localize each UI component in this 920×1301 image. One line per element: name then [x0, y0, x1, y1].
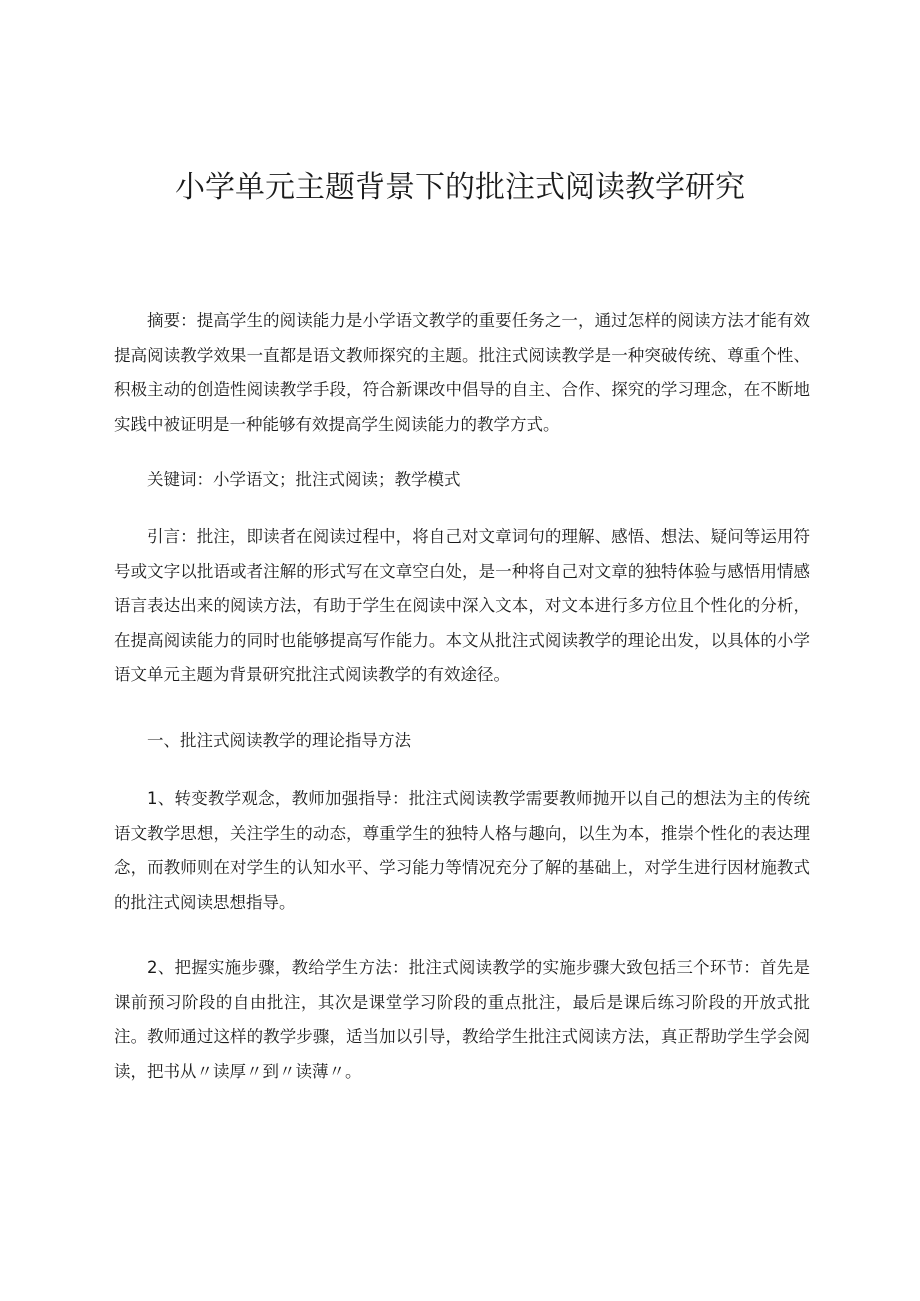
introduction-paragraph: 引言：批注，即读者在阅读过程中，将自己对文章词句的理解、感悟、想法、疑问等运用符号或文字以批语或者注解的形式写在文章空白处，是一种将自己对文章的独特体验与感悟用情感语言表达出来的阅读方法，有助于学生在阅读中深入文本，对文本进行多方位且个性化的分析，在提高阅读能力的同时也能够提高写作能力。本文从批注式阅读教学的理论出发，以具体的小学语文单元主题为背景研究批注式阅读教学的有效途径。	[114, 527, 810, 684]
point-one-paragraph: 1、转变教学观念，教师加强指导：批注式阅读教学需要教师抛开以自己的想法为主的传统语文教学思想，关注学生的动态，尊重学生的独特人格与趣向，以生为本，推崇个性化的表达理念，而教师则在对学生的认知水平、学习能力等情况充分了解的基础上，对学生进行因材施教式的批注式阅读思想指导。	[114, 789, 810, 912]
section-heading: 一、批注式阅读教学的理论指导方法	[147, 731, 411, 750]
abstract-paragraph: 摘要：提高学生的阅读能力是小学语文教学的重要任务之一，通过怎样的阅读方法才能有效提高阅读教学效果一直都是语文教师探究的主题。批注式阅读教学是一种突破传统、尊重个性、积极主动的创造性阅读教学手段，符合新课改中倡导的自主、合作、探究的学习理念，在不断地实践中被证明是一种能够有效提高学生阅读能力的教学方式。	[114, 311, 810, 434]
point-two-paragraph: 2、把握实施步骤，教给学生方法：批注式阅读教学的实施步骤大致包括三个环节：首先是课前预习阶段的自由批注，其次是课堂学习阶段的重点批注，最后是课后练习阶段的开放式批注。教师通过这样的教学步骤，适当加以引导，教给学生批注式阅读方法，真正帮助学生学会阅读，把书从〃读厚〃到〃读薄〃。	[114, 958, 810, 1081]
document-title: 小学单元主题背景下的批注式阅读教学研究	[175, 170, 745, 205]
keywords-paragraph: 关键词：小学语文；批注式阅读；教学模式	[147, 470, 461, 489]
